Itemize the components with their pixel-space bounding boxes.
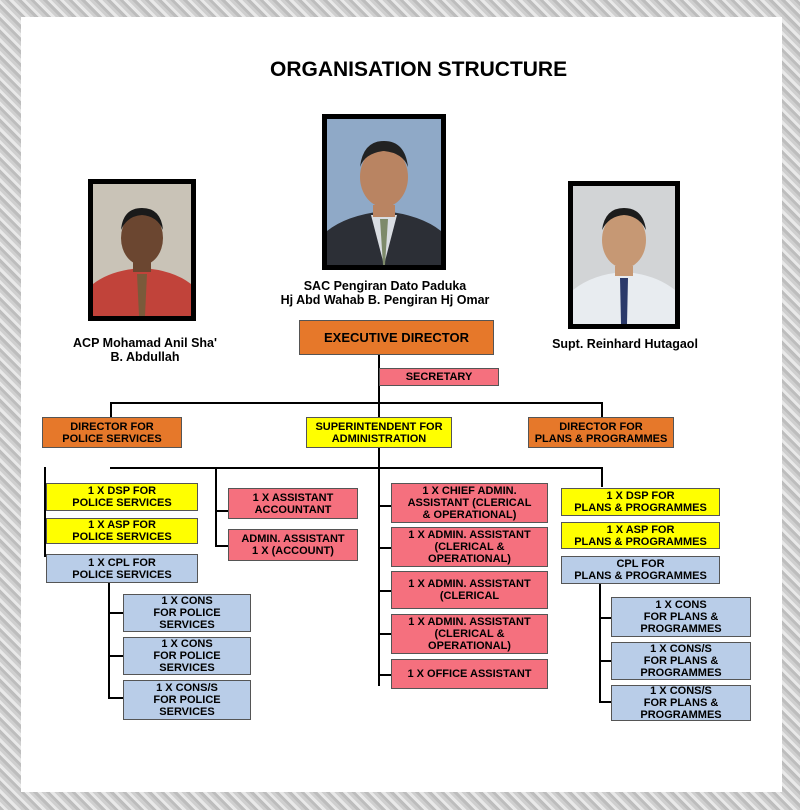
- name-right: Supt. Reinhard Hutagaol: [552, 337, 698, 351]
- secretary-box: SECRETARY: [379, 368, 499, 386]
- photo-center: [322, 114, 446, 270]
- connector-line: [599, 583, 601, 702]
- portrait-center-icon: [327, 119, 441, 265]
- police-dsp-box: 1 X DSP FOR POLICE SERVICES: [46, 483, 198, 511]
- connector-line: [378, 590, 392, 592]
- connector-line: [215, 467, 217, 547]
- portrait-left-icon: [93, 184, 191, 316]
- superintendent-admin-box: SUPERINTENDENT FOR ADMINISTRATION: [306, 417, 452, 448]
- police-cons-s-box: 1 X CONS/S FOR POLICE SERVICES: [123, 680, 251, 720]
- name-center: SAC Pengiran Dato Paduka Hj Abd Wahab B. Pengiran Hj Omar: [280, 279, 490, 307]
- plans-asp-box: 1 X ASP FOR PLANS & PROGRAMMES: [561, 522, 720, 549]
- connector-line: [601, 467, 603, 487]
- police-cpl-box: 1 X CPL FOR POLICE SERVICES: [46, 554, 198, 583]
- police-cons-box: 1 X CONS FOR POLICE SERVICES: [123, 637, 251, 675]
- director-police-box: DIRECTOR FOR POLICE SERVICES: [42, 417, 182, 448]
- connector-line: [108, 612, 124, 614]
- name-left: ACP Mohamad Anil Sha' B. Abdullah: [73, 336, 217, 364]
- director-plans-box: DIRECTOR FOR PLANS & PROGRAMMES: [528, 417, 674, 448]
- assistant-accountant-box: 1 X ASSISTANT ACCOUNTANT: [228, 488, 358, 519]
- portrait-right-icon: [573, 186, 675, 324]
- plans-cons-box: 1 X CONS FOR PLANS & PROGRAMMES: [611, 597, 751, 637]
- plans-cons-s-box: 1 X CONS/S FOR PLANS & PROGRAMMES: [611, 642, 751, 680]
- plans-cpl-box: CPL FOR PLANS & PROGRAMMES: [561, 556, 720, 584]
- connector-line: [378, 355, 380, 686]
- connector-line: [378, 505, 392, 507]
- admin-assistant-account-box: ADMIN. ASSISTANT 1 X (ACCOUNT): [228, 529, 358, 561]
- connector-line: [110, 402, 603, 404]
- connector-line: [215, 545, 229, 547]
- connector-line: [378, 674, 392, 676]
- connector-line: [378, 547, 392, 549]
- office-assistant-box: 1 X OFFICE ASSISTANT: [391, 659, 548, 689]
- chief-admin-assistant-box: 1 X CHIEF ADMIN. ASSISTANT (CLERICAL & OPERATIONAL): [391, 483, 548, 523]
- connector-line: [110, 467, 603, 469]
- admin-assistant-box: 1 X ADMIN. ASSISTANT (CLERICAL & OPERATIONAL): [391, 527, 548, 567]
- plans-cons-s-box: 1 X CONS/S FOR PLANS & PROGRAMMES: [611, 685, 751, 721]
- admin-assistant-box: 1 X ADMIN. ASSISTANT (CLERICAL & OPERATIONAL): [391, 614, 548, 654]
- police-cons-box: 1 X CONS FOR POLICE SERVICES: [123, 594, 251, 632]
- connector-line: [108, 697, 124, 699]
- page-title: ORGANISATION STRUCTURE: [270, 58, 568, 81]
- executive-director-box: EXECUTIVE DIRECTOR: [299, 320, 494, 355]
- admin-assistant-box: 1 X ADMIN. ASSISTANT (CLERICAL: [391, 571, 548, 609]
- police-asp-box: 1 X ASP FOR POLICE SERVICES: [46, 518, 198, 544]
- connector-line: [108, 655, 124, 657]
- connector-line: [108, 582, 110, 698]
- plans-dsp-box: 1 X DSP FOR PLANS & PROGRAMMES: [561, 488, 720, 516]
- photo-right: [568, 181, 680, 329]
- connector-line: [215, 510, 229, 512]
- connector-line: [378, 633, 392, 635]
- photo-left: [88, 179, 196, 321]
